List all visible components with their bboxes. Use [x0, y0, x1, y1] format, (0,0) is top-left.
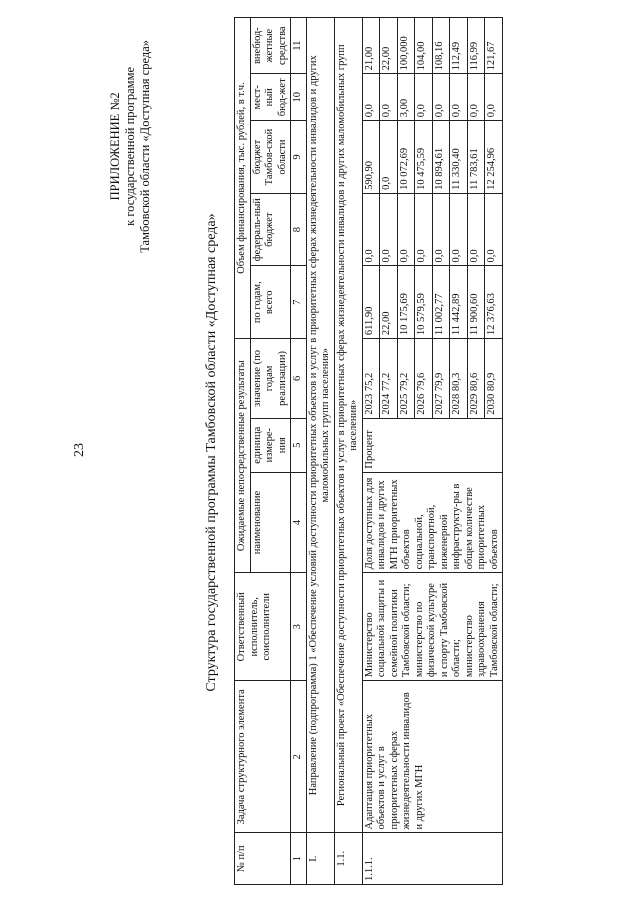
year-extra: 112,49	[450, 18, 468, 74]
year-federal: 0,0	[380, 193, 398, 266]
year-value: 2026 79,6	[415, 339, 433, 419]
row-responsible: Министерство социальной защиты и семейной политики Тамбовской области; министерство по физической культуре и спорту Тамбовской области; министерство здравоохранения Тамбовской области;	[362, 573, 503, 681]
year-federal: 0,0	[397, 193, 415, 266]
year-extra: 121,67	[485, 18, 503, 74]
year-total: 11 900,60	[467, 266, 485, 339]
year-extra: 108,16	[432, 18, 450, 74]
appendix-line-2: к государственной программе	[123, 66, 137, 226]
header-unit: единица измере-ния	[250, 418, 291, 472]
year-extra: 21,00	[362, 18, 380, 74]
row-num: 1.1.1.	[362, 833, 503, 885]
year-value: 2024 77,2	[380, 339, 398, 419]
year-federal: 0,0	[450, 193, 468, 266]
header-regional: бюджет Тамбов-ской области	[250, 121, 291, 194]
year-regional: 11 783,61	[467, 121, 485, 194]
header-total: по годам, всего	[250, 266, 291, 339]
year-value: 2028 80,3	[450, 339, 468, 419]
column-number-row	[291, 18, 307, 885]
year-value: 2023 75,2	[362, 339, 380, 419]
year-total: 12 376,63	[485, 266, 503, 339]
header-local: мест-ный бюд-жет	[250, 74, 291, 121]
header-value: значение (по годам реализации)	[250, 339, 291, 419]
col-num: 10	[291, 74, 307, 121]
header-task: Задача структурного элемента	[235, 681, 291, 833]
year-local: 3,00	[397, 74, 415, 121]
year-total: 22,00	[380, 266, 398, 339]
header-federal: федераль-ный бюджет	[250, 193, 291, 266]
structure-table	[234, 17, 503, 885]
year-local: 0,0	[362, 74, 380, 121]
col-num: 7	[291, 266, 307, 339]
col-num: 8	[291, 193, 307, 266]
year-local: 0,0	[450, 74, 468, 121]
col-num: 2	[291, 681, 307, 833]
year-extra: 116,99	[467, 18, 485, 74]
year-regional: 11 330,40	[450, 121, 468, 194]
header-results: Ожидаемые непосредственные результаты	[235, 339, 251, 573]
appendix-line-1: ПРИЛОЖЕНИЕ №2	[108, 92, 122, 201]
year-regional: 0,0	[380, 121, 398, 194]
section-num: I.	[306, 833, 334, 885]
year-total: 11 442,89	[450, 266, 468, 339]
row-unit: Процент	[362, 418, 503, 472]
year-local: 0,0	[485, 74, 503, 121]
year-total: 10 175,69	[397, 266, 415, 339]
col-num: 6	[291, 339, 307, 419]
document-title: Структура государственной программы Тамбовской области «Доступная среда»	[204, 213, 219, 692]
subsection-text: Региональный проект «Обеспечение доступности приоритетных объектов и услуг в приоритетных сферах жизнедеятельности инвалидов и других маломобильных групп населения»	[334, 18, 362, 833]
year-regional: 10 894,61	[432, 121, 450, 194]
subsection-row	[334, 18, 362, 885]
year-federal: 0,0	[415, 193, 433, 266]
year-regional: 10 475,59	[415, 121, 433, 194]
col-num: 11	[291, 18, 307, 74]
year-total: 611,90	[362, 266, 380, 339]
year-value: 2027 79,9	[432, 339, 450, 419]
header-num: № п/п	[235, 833, 291, 885]
year-regional: 10 072,69	[397, 121, 415, 194]
row-task: Адаптация приоритетных объектов и услуг в приоритетных сферах жизнедеятельности инвалидов и других МГН	[362, 681, 503, 833]
year-extra: 100,000	[397, 18, 415, 74]
subsection-num: 1.1.	[334, 833, 362, 885]
data-row	[362, 18, 380, 885]
section-text: Направление (подпрограмма) 1 «Обеспечение условий доступности приоритетных объектов и услуг в приоритетных сферах жизнедеятельности инвалидов и других маломобильных групп населения»	[306, 18, 334, 833]
col-num: 1	[291, 833, 307, 885]
year-local: 0,0	[380, 74, 398, 121]
col-num: 4	[291, 472, 307, 573]
col-num: 5	[291, 418, 307, 472]
col-num: 3	[291, 573, 307, 681]
appendix-line-3: Тамбовской области «Доступная среда»	[138, 40, 152, 253]
header-extra: внебюд-жетные средства	[250, 18, 291, 74]
header-responsible: Ответственный исполнитель, соисполнители	[235, 573, 291, 681]
rotated-page	[92, 0, 640, 905]
year-regional: 590,90	[362, 121, 380, 194]
year-federal: 0,0	[467, 193, 485, 266]
header-name: наименование	[250, 472, 291, 573]
year-value: 2029 80,6	[467, 339, 485, 419]
year-value: 2030 80,9	[485, 339, 503, 419]
year-extra: 22,00	[380, 18, 398, 74]
year-federal: 0,0	[485, 193, 503, 266]
page-number: 23	[72, 443, 87, 457]
year-local: 0,0	[432, 74, 450, 121]
year-local: 0,0	[467, 74, 485, 121]
year-federal: 0,0	[432, 193, 450, 266]
col-num: 9	[291, 121, 307, 194]
row-indicator-name: Доля доступных для инвалидов и других МГН приоритетных объектов социальной, транспортной, инженерной инфраструкту-ры в общем количестве приоритетных объектов	[362, 472, 503, 573]
year-total: 11 002,77	[432, 266, 450, 339]
year-regional: 12 254,96	[485, 121, 503, 194]
header-row-1	[235, 18, 251, 885]
appendix-heading	[108, 40, 153, 253]
header-funding: Объем финансирования, тыс. рублей, в т.ч.	[235, 18, 251, 339]
year-total: 10 579,59	[415, 266, 433, 339]
section-row	[306, 18, 334, 885]
year-extra: 104,00	[415, 18, 433, 74]
year-local: 0,0	[415, 74, 433, 121]
year-value: 2025 79,2	[397, 339, 415, 419]
year-federal: 0,0	[362, 193, 380, 266]
